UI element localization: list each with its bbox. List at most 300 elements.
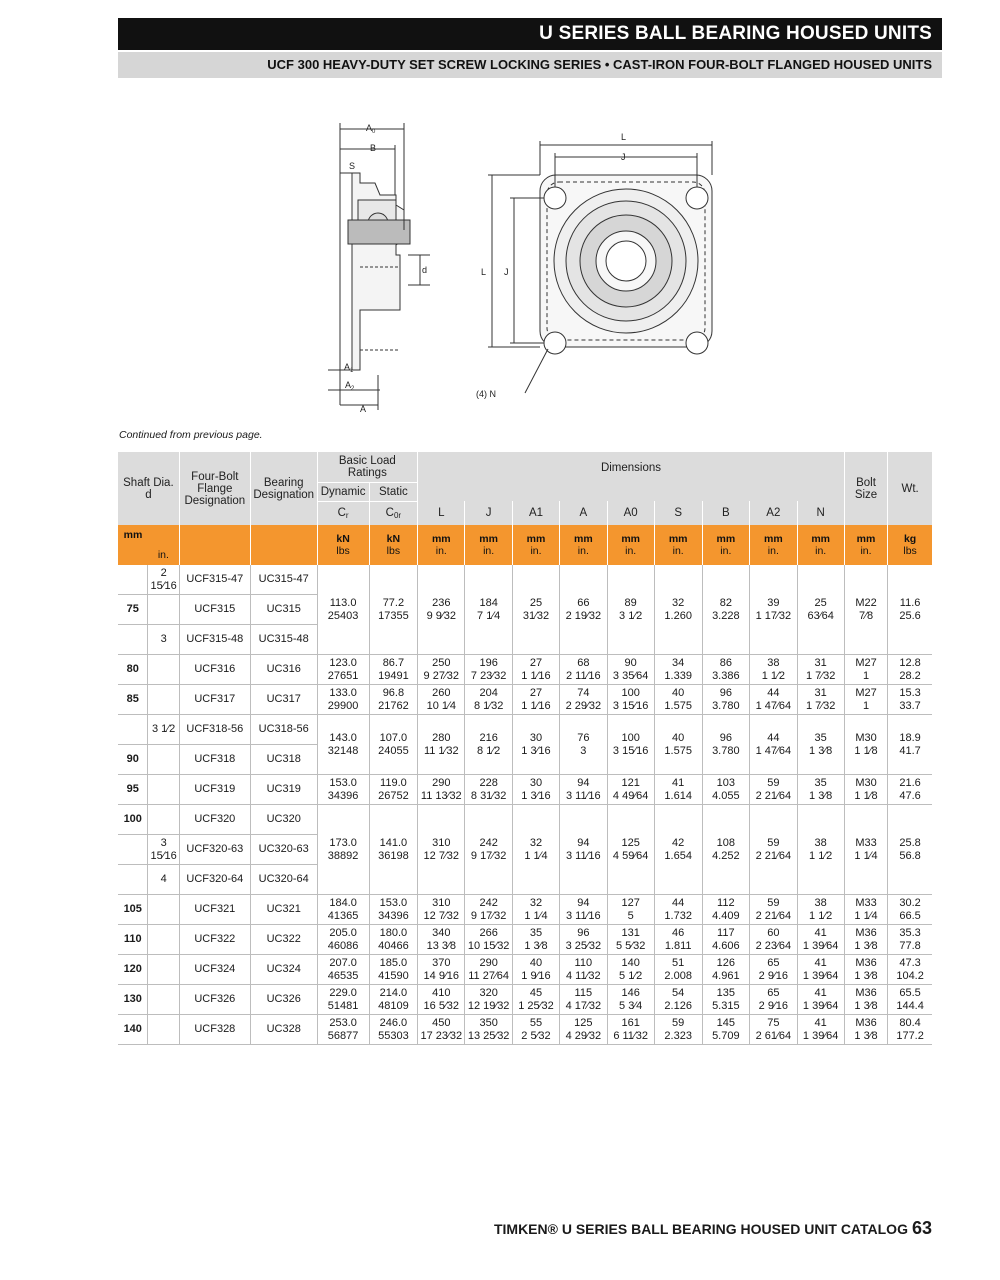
bearing-designation-cell: UC326 [250, 985, 317, 1015]
value-imperial: 33.7 [899, 699, 921, 712]
value-metric: 96 [719, 686, 732, 699]
value-imperial: 5 3⁄4 [619, 999, 643, 1012]
value-imperial: 1 [862, 669, 870, 682]
shaft-in-cell: 2 15⁄16 [148, 565, 179, 595]
value-imperial: 9 17⁄32 [470, 909, 507, 922]
shaft-mm-cell: 130 [118, 985, 148, 1015]
value-imperial: 3.780 [712, 744, 740, 757]
shaft-in-cell [148, 595, 179, 625]
value-cell-a2 [750, 775, 797, 805]
value-cell-n [797, 685, 844, 715]
value-cell-l [418, 895, 465, 925]
value-cell-n [797, 955, 844, 985]
value-imperial: 2 29⁄32 [565, 699, 602, 712]
value-imperial: 1 1⁄2 [809, 909, 833, 922]
value-imperial: 1.654 [664, 849, 692, 862]
bearing-designation-cell: UC319 [250, 775, 317, 805]
value-imperial: 21762 [378, 699, 409, 712]
value-cell-a [560, 925, 607, 955]
value-cell-cr [317, 715, 369, 775]
value-metric: 146 [621, 986, 640, 999]
dim-n-label: (4) N [476, 389, 496, 399]
value-imperial: 34396 [327, 789, 359, 802]
value-cell-n [797, 565, 844, 655]
value-metric: 153.0 [329, 776, 357, 789]
value-metric: 184.0 [329, 896, 357, 909]
value-imperial: 2.323 [664, 1029, 692, 1042]
value-imperial: 1 3⁄8 [854, 999, 878, 1012]
value-imperial: 12 7⁄32 [423, 849, 460, 862]
page-number: 63 [911, 1218, 932, 1238]
value-imperial: 1 1⁄8 [854, 744, 878, 757]
value-imperial: 1 1⁄8 [854, 789, 878, 802]
value-metric: 77.2 [382, 596, 405, 609]
value-cell-s [654, 1015, 702, 1045]
value-cell-cr [317, 955, 369, 985]
value-cell-cor [369, 955, 417, 985]
flange-designation-cell: UCF316 [179, 655, 250, 685]
value-metric: 75 [767, 1016, 780, 1029]
value-imperial: 1.260 [664, 609, 692, 622]
value-imperial: 1 9⁄16 [521, 969, 551, 982]
value-imperial: 1.575 [664, 744, 692, 757]
value-cell-cr [317, 805, 369, 895]
shaft-in-cell [148, 985, 179, 1015]
value-metric: 94 [577, 776, 590, 789]
value-metric: 280 [432, 731, 451, 744]
value-cell-a2 [750, 655, 797, 685]
bearing-designation-cell: UC316 [250, 655, 317, 685]
value-metric: 40 [672, 686, 685, 699]
dim-j-top-label: J [621, 152, 626, 162]
value-metric: 15.3 [899, 686, 921, 699]
value-imperial: 1 3⁄8 [809, 789, 833, 802]
value-cell-cor [369, 775, 417, 805]
value-metric: M36 [855, 926, 877, 939]
value-metric: 119.0 [380, 776, 407, 789]
value-cell-cor [369, 925, 417, 955]
value-cell-b [702, 715, 750, 775]
value-cell-cor [369, 985, 417, 1015]
value-cell-j [465, 985, 512, 1015]
dim-l-side-label: L [481, 267, 487, 277]
flange-designation-cell: UCF322 [179, 925, 250, 955]
value-imperial: 2 21⁄64 [755, 909, 792, 922]
dim-b-label: B [370, 143, 377, 153]
value-metric: 204 [479, 686, 498, 699]
value-cell-s [654, 565, 702, 655]
value-metric: 12.8 [899, 656, 921, 669]
shaft-in-cell [148, 925, 179, 955]
value-imperial: 1 39⁄64 [802, 939, 839, 952]
dim-a-header: A [560, 501, 607, 525]
value-metric: 207.0 [329, 956, 357, 969]
value-cell-j [465, 895, 512, 925]
value-cell-cor [369, 685, 417, 715]
shaft-mm-cell: 110 [118, 925, 148, 955]
bearing-designation-cell: UC318 [250, 745, 317, 775]
dim-a2-label: $A_2$ [345, 380, 355, 392]
value-imperial: 1 39⁄64 [802, 1029, 839, 1042]
flange-designation-cell: UCF324 [179, 955, 250, 985]
value-metric: 96.8 [382, 686, 405, 699]
value-metric: 242 [479, 836, 498, 849]
value-cell-a [560, 985, 607, 1015]
value-metric: 145 [716, 1016, 735, 1029]
spec-table [118, 452, 932, 1045]
value-metric: 54 [672, 986, 685, 999]
value-metric: 229.0 [329, 986, 357, 999]
flange-unit-drawing [300, 105, 740, 425]
value-cell-a [560, 685, 607, 715]
value-cell-bolt [844, 925, 887, 955]
value-cell-l [418, 1015, 465, 1045]
value-metric: M30 [855, 731, 877, 744]
value-cell-l [418, 925, 465, 955]
unit-cor: kN lbs [369, 525, 417, 565]
value-metric: 38 [814, 896, 827, 909]
value-cell-bolt [844, 955, 887, 985]
value-cell-b [702, 565, 750, 655]
value-imperial: 1 3⁄16 [521, 789, 551, 802]
value-metric: 59 [767, 836, 780, 849]
value-imperial: 25403 [327, 609, 359, 622]
value-cell-a [560, 1015, 607, 1045]
value-metric: 205.0 [329, 926, 357, 939]
value-cell-bolt [844, 685, 887, 715]
value-cell-wt [888, 925, 932, 955]
value-cell-j [465, 655, 512, 685]
flange-designation-cell: UCF318-56 [179, 715, 250, 745]
value-imperial: 1.339 [664, 669, 692, 682]
value-metric: 35 [814, 731, 827, 744]
value-cell-wt [888, 895, 932, 925]
value-imperial: 28.2 [899, 669, 921, 682]
value-metric: 42 [672, 836, 685, 849]
value-metric: 260 [432, 686, 451, 699]
value-metric: 25 [814, 596, 827, 609]
value-metric: 35 [529, 926, 543, 939]
value-cell-s [654, 895, 702, 925]
value-metric: 103 [716, 776, 735, 789]
shaft-mm-cell [118, 625, 148, 655]
value-metric: 246.0 [379, 1016, 408, 1029]
shaft-mm-cell: 95 [118, 775, 148, 805]
shaft-header: Shaft Dia. d [118, 452, 179, 525]
flange-designation-cell: UCF320-63 [179, 835, 250, 865]
value-imperial: 9 17⁄32 [470, 849, 507, 862]
table-row [118, 715, 932, 745]
dim-a-label: A [360, 404, 367, 414]
value-metric: 30.2 [899, 896, 921, 909]
value-cell-a [560, 895, 607, 925]
value-metric: 51 [672, 956, 685, 969]
value-cell-j [465, 955, 512, 985]
value-cell-a1 [512, 955, 559, 985]
value-metric: 290 [432, 776, 451, 789]
value-metric: M27 [855, 686, 877, 699]
value-cell-b [702, 955, 750, 985]
value-metric: 236 [432, 596, 451, 609]
value-imperial: 5 1⁄2 [619, 969, 643, 982]
table-row [118, 925, 932, 955]
value-imperial: 41590 [378, 969, 409, 982]
value-imperial: 77.8 [899, 939, 921, 952]
value-imperial: 5.709 [712, 1029, 740, 1042]
shaft-in-cell: 4 [148, 865, 179, 895]
value-cell-a2 [750, 1015, 797, 1045]
value-cell-bolt [844, 985, 887, 1015]
value-cell-bolt [844, 655, 887, 685]
value-metric: 161 [621, 1016, 640, 1029]
value-metric: 11.6 [899, 596, 921, 609]
shaft-mm-cell: 140 [118, 1015, 148, 1045]
flange-designation-cell: UCF315-48 [179, 625, 250, 655]
value-imperial: 3 15⁄16 [612, 744, 649, 757]
value-metric: 108 [716, 836, 735, 849]
bearing-designation-cell: UC315-48 [250, 625, 317, 655]
value-imperial: 2 61⁄64 [755, 1029, 792, 1042]
value-metric: 96 [719, 731, 732, 744]
value-cell-cor [369, 565, 417, 655]
value-metric: 310 [432, 896, 451, 909]
value-metric: 320 [479, 986, 498, 999]
value-cell-a1 [512, 1015, 559, 1045]
value-imperial: 12 19⁄32 [467, 999, 510, 1012]
cor-header: $C_{0r}$ [369, 501, 417, 525]
value-metric: 450 [432, 1016, 451, 1029]
value-metric: 30 [529, 731, 543, 744]
value-metric: 41 [814, 926, 827, 939]
shaft-mm-cell [118, 565, 148, 595]
value-cell-n [797, 895, 844, 925]
value-metric: 310 [432, 836, 451, 849]
value-metric: 18.9 [899, 731, 921, 744]
value-cell-l [418, 715, 465, 775]
value-imperial: 7 23⁄32 [470, 669, 507, 682]
value-imperial: 8 31⁄32 [470, 789, 507, 802]
value-imperial: 12 7⁄32 [423, 909, 460, 922]
bearing-header: Bearing Designation [250, 452, 317, 525]
value-metric: 59 [767, 896, 780, 909]
value-cell-a0 [607, 955, 654, 985]
value-metric: 31 [814, 686, 827, 699]
value-metric: 41 [814, 1016, 827, 1029]
value-cell-wt [888, 565, 932, 655]
value-metric: 34 [672, 656, 685, 669]
value-imperial: 1.614 [664, 789, 692, 802]
value-imperial: 7 1⁄4 [477, 609, 501, 622]
shaft-in-cell [148, 895, 179, 925]
value-metric: 35 [814, 776, 827, 789]
value-metric: 59 [672, 1016, 685, 1029]
dim-l-header: L [418, 501, 465, 525]
value-metric: M30 [855, 776, 877, 789]
value-cell-cr [317, 655, 369, 685]
value-metric: 68 [577, 656, 590, 669]
value-imperial: 36198 [378, 849, 409, 862]
value-metric: 113.0 [329, 596, 357, 609]
value-metric: 370 [432, 956, 451, 969]
value-metric: 21.6 [899, 776, 921, 789]
value-metric: 27 [529, 686, 543, 699]
value-imperial: 27651 [327, 669, 359, 682]
value-imperial: 1 7⁄32 [805, 699, 836, 712]
unit-mm: mm [118, 525, 148, 565]
value-metric: 196 [479, 656, 498, 669]
value-cell-a0 [607, 985, 654, 1015]
value-imperial: 32148 [327, 744, 359, 757]
value-imperial: 51481 [327, 999, 359, 1012]
value-imperial: 1 1⁄4 [524, 849, 548, 862]
value-imperial: 4 49⁄64 [612, 789, 649, 802]
unit-in: in. [148, 525, 179, 565]
value-cell-l [418, 775, 465, 805]
value-metric: 65 [767, 956, 780, 969]
value-imperial: 6 11⁄32 [613, 1029, 648, 1042]
units-row: mm in. kN lbs kN lbs mm in. mm in. mm in. mm in. mm in. mm in. mm in. mm in. mm in. mm in. kg lbs [118, 525, 932, 565]
value-imperial: 3.228 [712, 609, 740, 622]
value-imperial: 41365 [327, 909, 359, 922]
value-cell-a1 [512, 925, 559, 955]
value-imperial: 1 47⁄64 [755, 699, 792, 712]
bearing-designation-cell: UC315-47 [250, 565, 317, 595]
value-metric: 131 [621, 926, 640, 939]
dynamic-header: Dynamic [317, 482, 369, 501]
value-imperial: 1 [862, 699, 870, 712]
value-imperial: 1 1⁄4 [854, 849, 878, 862]
value-imperial: 3 [580, 744, 587, 757]
value-metric: M36 [855, 986, 877, 999]
page-footer: TIMKEN® U SERIES BALL BEARING HOUSED UNIT CATALOG 63 [493, 1218, 932, 1238]
value-metric: 44 [672, 896, 685, 909]
value-cell-a2 [750, 805, 797, 895]
value-metric: 214.0 [379, 986, 408, 999]
value-imperial: 14 9⁄16 [423, 969, 460, 982]
shaft-mm-cell [118, 865, 148, 895]
shaft-mm-cell: 90 [118, 745, 148, 775]
value-cell-bolt [844, 805, 887, 895]
value-cell-a [560, 955, 607, 985]
value-metric: 228 [479, 776, 498, 789]
value-cell-cr [317, 985, 369, 1015]
value-cell-a2 [750, 715, 797, 775]
value-imperial: 29900 [327, 699, 359, 712]
value-cell-wt [888, 685, 932, 715]
value-imperial: 55303 [378, 1029, 409, 1042]
value-cell-wt [888, 955, 932, 985]
value-cell-a0 [607, 1015, 654, 1045]
value-metric: 100 [621, 686, 640, 699]
value-metric: 55 [529, 1016, 543, 1029]
value-metric: 65 [767, 986, 780, 999]
value-metric: 184 [479, 596, 498, 609]
value-imperial: 2.126 [664, 999, 692, 1012]
value-cell-wt [888, 715, 932, 775]
dimensions-header: Dimensions [418, 452, 845, 501]
dim-a2-header: A2 [750, 501, 797, 525]
table-row [118, 1015, 932, 1045]
value-cell-j [465, 925, 512, 955]
value-cell-a1 [512, 985, 559, 1015]
value-cell-a1 [512, 805, 559, 895]
value-cell-cr [317, 685, 369, 715]
value-cell-j [465, 565, 512, 655]
flange-designation-cell: UCF315-47 [179, 565, 250, 595]
value-metric: 60 [767, 926, 780, 939]
value-cell-b [702, 775, 750, 805]
series-subtitle-bar: UCF 300 HEAVY-DUTY SET SCREW LOCKING SERIES • CAST-IRON FOUR-BOLT FLANGED HOUSED UNITS [118, 52, 942, 78]
value-cell-a0 [607, 715, 654, 775]
value-imperial: 1 7⁄32 [805, 669, 836, 682]
shaft-mm-cell: 75 [118, 595, 148, 625]
value-imperial: 3 11⁄16 [565, 789, 601, 802]
cr-header: $C_r$ [317, 501, 369, 525]
value-cell-b [702, 655, 750, 685]
value-metric: 86 [719, 656, 732, 669]
value-imperial: 10 1⁄4 [426, 699, 456, 712]
value-imperial: 1.811 [664, 939, 692, 952]
value-metric: 76 [577, 731, 590, 744]
value-metric: 107.0 [379, 731, 408, 744]
value-imperial: 1 1⁄4 [524, 909, 548, 922]
value-imperial: 9 9⁄32 [426, 609, 456, 622]
value-imperial: 11 27⁄64 [468, 969, 510, 982]
value-metric: 110 [574, 956, 593, 969]
value-imperial: 3 25⁄32 [565, 939, 602, 952]
value-cell-cor [369, 715, 417, 775]
value-imperial: 2.008 [664, 969, 692, 982]
value-metric: 74 [577, 686, 590, 699]
value-cell-n [797, 1015, 844, 1045]
value-metric: 31 [814, 656, 827, 669]
table-row [118, 895, 932, 925]
shaft-in-cell: 3 15⁄16 [148, 835, 179, 865]
flange-designation-cell: UCF320-64 [179, 865, 250, 895]
value-imperial: 3 35⁄64 [612, 669, 649, 682]
bearing-designation-cell: UC322 [250, 925, 317, 955]
value-cell-wt [888, 775, 932, 805]
value-metric: 66 [577, 596, 590, 609]
value-imperial: 1 1⁄16 [521, 669, 551, 682]
value-imperial: 144.4 [896, 999, 924, 1012]
value-imperial: 1.732 [664, 909, 692, 922]
value-imperial: 8 1⁄2 [477, 744, 501, 757]
value-imperial: 2 9⁄16 [758, 969, 789, 982]
value-metric: 96 [577, 926, 590, 939]
value-cell-s [654, 775, 702, 805]
value-cell-cr [317, 775, 369, 805]
value-cell-a [560, 805, 607, 895]
table-row [118, 955, 932, 985]
value-imperial: 2 11⁄16 [565, 669, 601, 682]
bearing-designation-cell: UC320-63 [250, 835, 317, 865]
value-imperial: 46535 [327, 969, 359, 982]
value-cell-a1 [512, 715, 559, 775]
value-metric: 173.0 [329, 836, 357, 849]
value-imperial: 1 17⁄32 [755, 609, 792, 622]
value-metric: 86.7 [382, 656, 405, 669]
value-imperial: 8 1⁄32 [473, 699, 504, 712]
dim-a0-header: A0 [607, 501, 654, 525]
value-metric: 35.3 [899, 926, 921, 939]
dim-s-label: S [349, 161, 356, 171]
shaft-in-cell: 3 1⁄2 [148, 715, 179, 745]
value-imperial: 3 11⁄16 [565, 849, 601, 862]
value-imperial: 2 23⁄64 [755, 939, 792, 952]
value-metric: M33 [855, 896, 877, 909]
value-imperial: 46086 [327, 939, 359, 952]
